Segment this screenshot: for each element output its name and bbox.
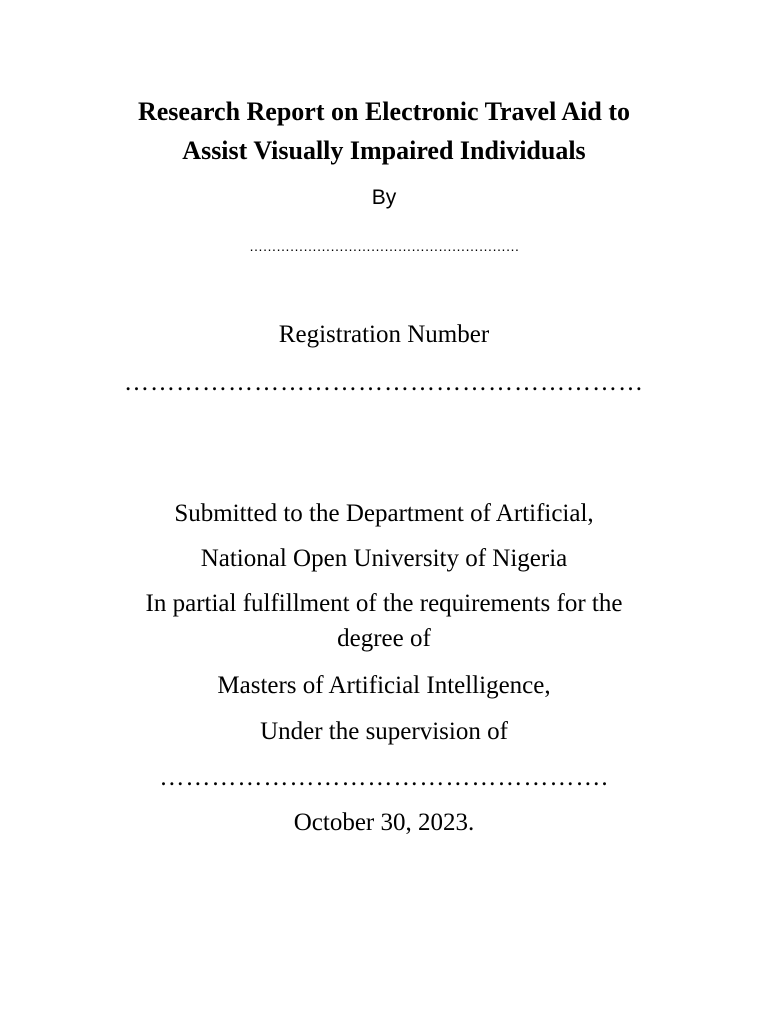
author-placeholder: ……………………………………………………: [249, 238, 519, 254]
registration-placeholder: ……………………………………………………: [124, 369, 644, 396]
supervisor-placeholder: …………………………………………….: [159, 764, 609, 791]
date-line: October 30, 2023.: [293, 809, 475, 836]
registration-label: Registration Number: [278, 321, 490, 348]
supervision-line: Under the supervision of: [260, 718, 508, 745]
document-title-line-1: Research Report on Electronic Travel Aid to: [137, 97, 630, 126]
fulfillment-line-2: degree of: [337, 625, 431, 652]
document-title-line-2: Assist Visually Impaired Individuals: [182, 136, 586, 165]
university-line: National Open University of Nigeria: [200, 545, 568, 572]
submitted-to-line: Submitted to the Department of Artificial,: [174, 500, 594, 527]
degree-line: Masters of Artificial Intelligence,: [217, 672, 551, 699]
by-label: By: [371, 186, 397, 209]
fulfillment-line-1: In partial fulfillment of the requirements for the: [145, 590, 623, 617]
